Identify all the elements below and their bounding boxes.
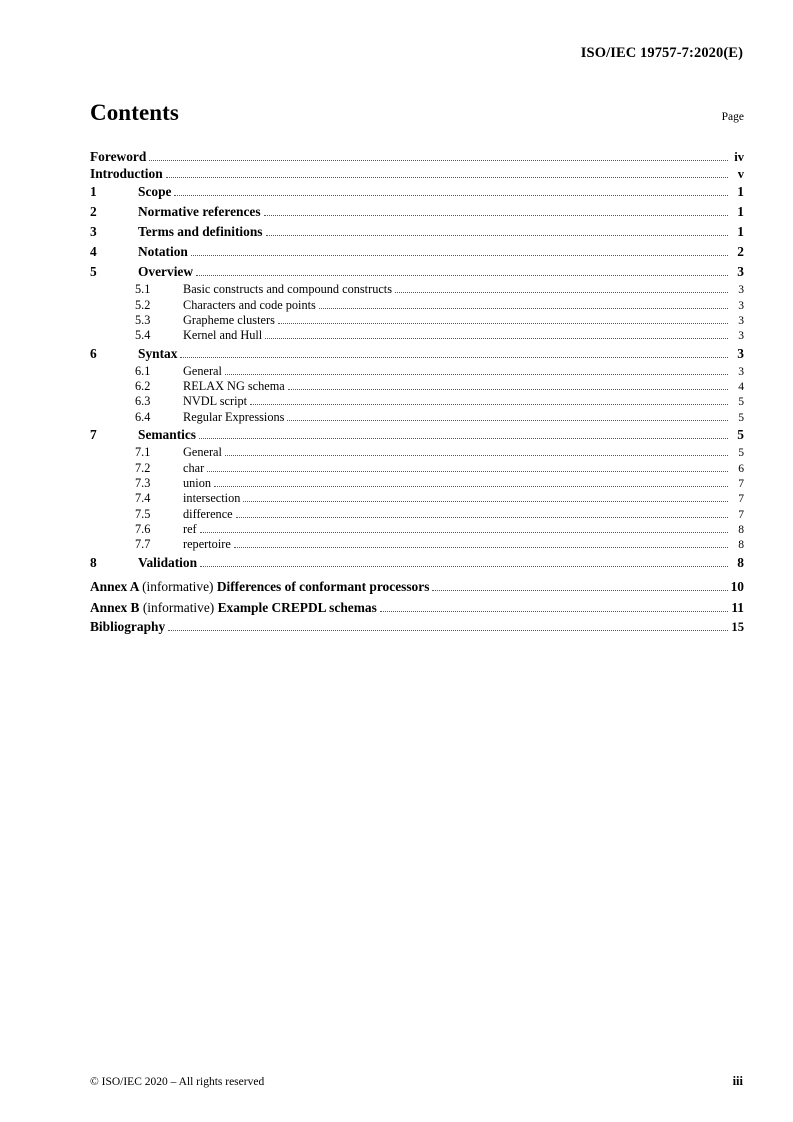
toc-entry-page: 5 [737,427,744,442]
toc-entry-introduction[interactable] [90,165,744,182]
toc-leader [180,349,728,358]
toc-entry-number: 5 [90,264,97,279]
toc-entry-clause-6-3[interactable] [90,394,744,409]
toc-entry-clause-4[interactable] [90,242,744,262]
toc-leader [207,463,728,471]
toc-entry-page: 1 [737,184,744,199]
toc-entry-label: Scope [138,184,172,199]
toc-leader [225,448,728,456]
toc-entry-label: Basic constructs and compound constructs [183,282,393,297]
toc-leader [225,366,728,374]
toc-entry-page: 11 [731,600,744,616]
toc-entry-clause-7-3[interactable] [90,476,744,491]
toc-leader [234,540,728,548]
toc-entry-page: iv [734,149,744,164]
toc-entry-page: 4 [738,380,744,394]
toc-entry-page: 3 [738,364,744,378]
toc-entry-page: 7 [738,507,744,521]
toc-entry-label [90,601,377,614]
copyright-notice: © ISO/IEC 2020 – All rights reserved [90,1076,265,1088]
toc-leader [214,479,728,487]
toc-leader [395,285,728,293]
toc-entry-number: 5.1 [135,282,151,297]
toc-leader [287,412,728,420]
toc-entry-label: Characters and code points [183,297,316,312]
toc-entry-clause-7-7[interactable] [90,537,744,552]
toc-entry-clause-5-2[interactable] [90,297,744,312]
toc-entry-label: repertoire [183,537,231,552]
toc-entry-number: 7.4 [135,491,151,506]
toc-entry-page: 3 [738,283,744,297]
toc-entry-clause-7-4[interactable] [90,491,744,506]
toc-entry-number: 6.2 [135,379,151,394]
toc-entry-clause-1[interactable] [90,182,744,202]
toc-leader [196,267,728,276]
toc-entry-number: 5.4 [135,328,151,343]
toc-entry-label: intersection [183,491,241,506]
toc-leader [200,558,728,567]
toc-entry-label: Regular Expressions [183,409,285,424]
toc-entry-number: 6.4 [135,409,151,424]
toc-entry-clause-7[interactable] [90,425,744,445]
toc-leader [265,331,728,339]
toc-entry-page: 15 [731,620,744,635]
toc-leader [166,169,728,178]
toc-entry-page: 3 [738,298,744,312]
toc-entry-number: 7.3 [135,475,151,490]
annex-a-prefix: Annex A [90,579,143,595]
toc-entry-bibliography[interactable] [90,619,744,636]
toc-entry-label [90,580,429,593]
toc-entry-page: 7 [738,492,744,506]
toc-entry-annex-a[interactable] [90,577,744,598]
toc-entry-page: 3 [737,264,744,279]
annex-a-qualifier: (informative) [142,579,217,595]
toc-leader [174,187,728,196]
toc-entry-label: General [183,363,222,378]
page-footer [90,1074,743,1089]
toc-entry-clause-6-1[interactable] [90,364,744,379]
toc-entry-label: Normative references [138,204,261,219]
toc-entry-clause-5-3[interactable] [90,313,744,328]
toc-entry-label: Introduction [90,165,163,181]
annex-b-title: Example CREPDL schemas [217,600,377,616]
annex-b-qualifier: (informative) [142,600,218,616]
toc-entry-clause-7-6[interactable] [90,522,744,537]
toc-entry-page: 1 [737,224,744,239]
toc-entry-label: Terms and definitions [138,224,263,239]
toc-entry-clause-6-4[interactable] [90,410,744,425]
toc-entry-number: 7.5 [135,506,151,521]
toc-entry-number: 7 [90,427,97,442]
toc-entry-label: Validation [138,554,198,570]
toc-entry-label: Semantics [138,427,197,442]
toc-leader [191,247,728,256]
toc-leader [278,316,728,324]
toc-entry-clause-7-1[interactable] [90,445,744,460]
toc-entry-page: 8 [738,523,744,537]
toc-entry-clause-3[interactable] [90,222,744,242]
toc-entry-number: 5.2 [135,297,151,312]
page-title: Contents [90,100,179,125]
page-column-label: Page [721,111,744,123]
toc-entry-clause-5[interactable] [90,262,744,282]
toc-leader [319,300,728,308]
toc-entry-label: General [183,445,222,460]
toc-entry-page: 3 [738,313,744,327]
toc-entry-number: 8 [90,554,97,570]
toc-entry-page: 10 [730,579,744,595]
toc-entry-number: 2 [90,204,97,219]
toc-entry-number: 6.3 [135,394,151,409]
toc-entry-label: ref [183,522,197,537]
toc-entry-number: 6.1 [135,363,151,378]
toc-entry-number: 1 [90,184,97,199]
toc-entry-number: 7.1 [135,445,151,460]
toc-leader [243,494,728,502]
toc-entry-page: 1 [737,204,744,219]
toc-leader [432,582,728,591]
toc-entry-label: RELAX NG schema [183,379,285,394]
page-number: iii [732,1074,743,1088]
toc-entry-label: Foreword [90,148,147,164]
toc-entry-label: Overview [138,264,194,279]
toc-entry-number: 6 [90,345,97,361]
toc-entry-clause-5-1[interactable] [90,282,744,297]
toc-entry-label: difference [183,506,233,521]
toc-entry-page: 2 [737,244,744,259]
toc-leader [266,227,728,236]
toc-entry-page: 8 [738,538,744,552]
annex-b-prefix: Annex B [90,600,143,616]
toc-entry-clause-6-2[interactable] [90,379,744,394]
toc-entry-label: Notation [138,244,188,259]
toc-leader [168,622,728,631]
toc-entry-clause-7-2[interactable] [90,460,744,475]
toc-entry-page: 5 [738,446,744,460]
toc-entry-clause-7-5[interactable] [90,507,744,522]
toc-entry-page: 3 [737,345,744,361]
toc-leader [200,525,728,533]
contents-title-row [90,100,744,126]
toc-entry-label: Kernel and Hull [183,328,263,343]
toc-entry-page: 5 [738,395,744,409]
toc-entry-label: Bibliography [90,619,166,635]
toc-entry-label: Syntax [138,345,178,361]
toc-entry-label: NVDL script [183,394,248,409]
toc-leader [264,207,728,216]
toc-leader [380,603,728,612]
toc-entry-page: 8 [737,554,744,570]
toc-entry-page: 5 [738,410,744,424]
toc-entry-number: 3 [90,224,97,239]
toc-entry-label: char [183,460,205,475]
toc-entry-number: 7.6 [135,522,151,537]
toc-entry-page: 7 [738,476,744,490]
toc-entry-page: v [737,166,744,181]
toc-entry-page: 6 [738,461,744,475]
toc-leader [250,397,728,405]
annex-a-title: Differences of conformant processors [216,579,430,595]
toc-entry-annex-b[interactable] [90,598,744,619]
toc-entry-clause-6[interactable] [90,344,744,364]
toc-entry-label: Grapheme clusters [183,312,275,327]
toc-entry-number: 7.2 [135,460,151,475]
document-header: ISO/IEC 19757-7:2020(E) [580,45,743,61]
toc-entry-foreword[interactable] [90,148,744,165]
toc-leader [199,430,728,439]
toc-entry-number: 7.7 [135,537,151,552]
toc-entry-page: 3 [738,329,744,343]
toc-entry-label: union [183,475,212,490]
toc-entry-clause-5-4[interactable] [90,328,744,343]
toc-entry-number: 4 [90,244,97,259]
toc-leader [288,382,728,390]
toc-leader [149,152,728,161]
toc-leader [236,509,728,517]
table-of-contents [90,100,744,636]
toc-entry-clause-8[interactable] [90,553,744,573]
toc-entry-clause-2[interactable] [90,202,744,222]
toc-entry-number: 5.3 [135,312,151,327]
